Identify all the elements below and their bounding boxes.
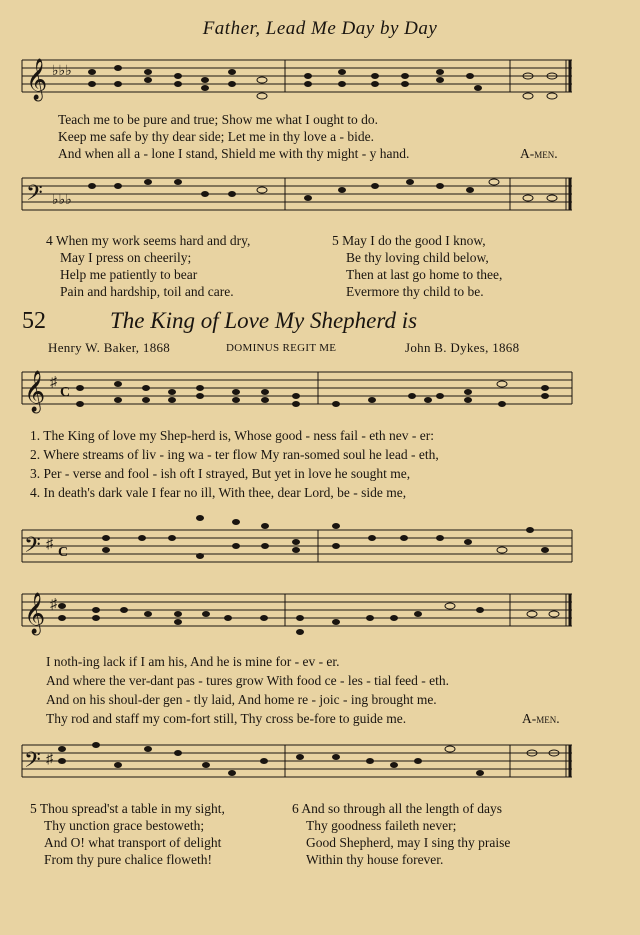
lyrics-hymn2-sys1-verse2: 2. Where streams of liv - ing wa - ter flow My ran-somed soul he lead - eth,	[30, 447, 439, 462]
lyrics-hymn2-sys2-verse2: And where the ver-dant pas - tures grow With food ce - les - tial feed - eth.	[46, 673, 450, 688]
svg-text:♯: ♯	[46, 537, 53, 552]
lyrics-hymn2-sys1-verse4: 4. In death's dark vale I fear no ill, With thee, dear Lord, be - side me,	[30, 485, 407, 500]
svg-text:♯: ♯	[50, 597, 57, 612]
lyrics-hymn2-sys2-verse1: I noth-ing lack if I am his, And he is mine for - ev - er.	[46, 654, 340, 669]
stanza-hymn2-6: 6 And so through all the length of days Thy goodness faileth never; Good Shepherd, may I sing thy praise Within thy house forever.	[292, 801, 511, 867]
hymn-composer: John B. Dykes, 1868	[405, 340, 520, 355]
stanza-hymn2-5: 5 Thou spread'st a table in my sight, Thy unction grace bestoweth; And O! what transport of delight From thy pure chalice floweth!	[30, 801, 225, 867]
svg-text:𝄢: 𝄢	[24, 533, 41, 562]
lyrics-hymn1-verse3: And when all a - lone I stand, Shield me with thy might - y hand.	[58, 146, 410, 161]
svg-text:𝄞: 𝄞	[24, 593, 46, 633]
svg-text:C: C	[58, 545, 69, 560]
svg-text:C: C	[60, 385, 71, 400]
stanza-hymn1-5: 5 May I do the good I know, Be thy loving child below, Then at last go home to thee, Evermore thy child to be.	[332, 233, 503, 299]
svg-text:♭♭♭: ♭♭♭	[52, 64, 72, 79]
svg-text:♯: ♯	[46, 752, 53, 767]
amen-hymn1: A-men.	[520, 146, 558, 161]
lyrics-hymn2-sys1-verse3: 3. Per - verse and fool - ish oft I strayed, But yet in love he sought me,	[30, 466, 411, 481]
bass-staff-hymn2-system2	[0, 735, 640, 795]
treble-staff-hymn1	[0, 55, 640, 110]
notes-hymn1-treble	[88, 65, 557, 99]
lyrics-hymn1-verse2: Keep me safe by thy dear side; Let me in thy love a - bide.	[58, 129, 375, 144]
lyrics-hymn2-sys2-verse3: And on his shoul-der gen - tly laid, And home re - joic - ing brought me.	[46, 692, 437, 707]
svg-text:𝄢: 𝄢	[26, 181, 43, 210]
stanza-hymn1-4: 4 When my work seems hard and dry, May I press on cheerily; Help me patiently to bear Pain and hardship, toil and care.	[46, 233, 251, 299]
amen-hymn2: A-men.	[522, 711, 560, 726]
lyrics-hymn2-sys2-verse4: Thy rod and staff my com-fort still, Thy cross be-fore to guide me.	[46, 711, 407, 726]
treble-staff-hymn2-system1	[0, 360, 640, 422]
hymn-title: The King of Love My Shepherd is	[110, 308, 418, 333]
hymn-tune: DOMINUS REGIT ME	[226, 342, 337, 354]
lyrics-hymn2-sys1-verse1: 1. The King of love my Shep-herd is, Whose good - ness fail - eth nev - er:	[30, 428, 435, 443]
svg-text:𝄢: 𝄢	[24, 748, 41, 777]
treble-staff-hymn2-system2	[0, 588, 640, 648]
svg-text:♯: ♯	[50, 375, 57, 390]
lyrics-hymn1-verse1: Teach me to be pure and true; Show me what I ought to do.	[58, 112, 378, 127]
svg-text:𝄞: 𝄞	[24, 371, 46, 411]
bass-staff-hymn2-system1	[0, 508, 640, 573]
hymn-author: Henry W. Baker, 1868	[48, 340, 171, 355]
hymn-title: Father, Lead Me Day by Day	[202, 18, 438, 39]
svg-text:𝄞: 𝄞	[26, 59, 48, 99]
svg-text:♭♭♭: ♭♭♭	[52, 193, 72, 208]
bass-staff-hymn1	[0, 168, 640, 223]
hymn-number: 52	[22, 308, 46, 334]
